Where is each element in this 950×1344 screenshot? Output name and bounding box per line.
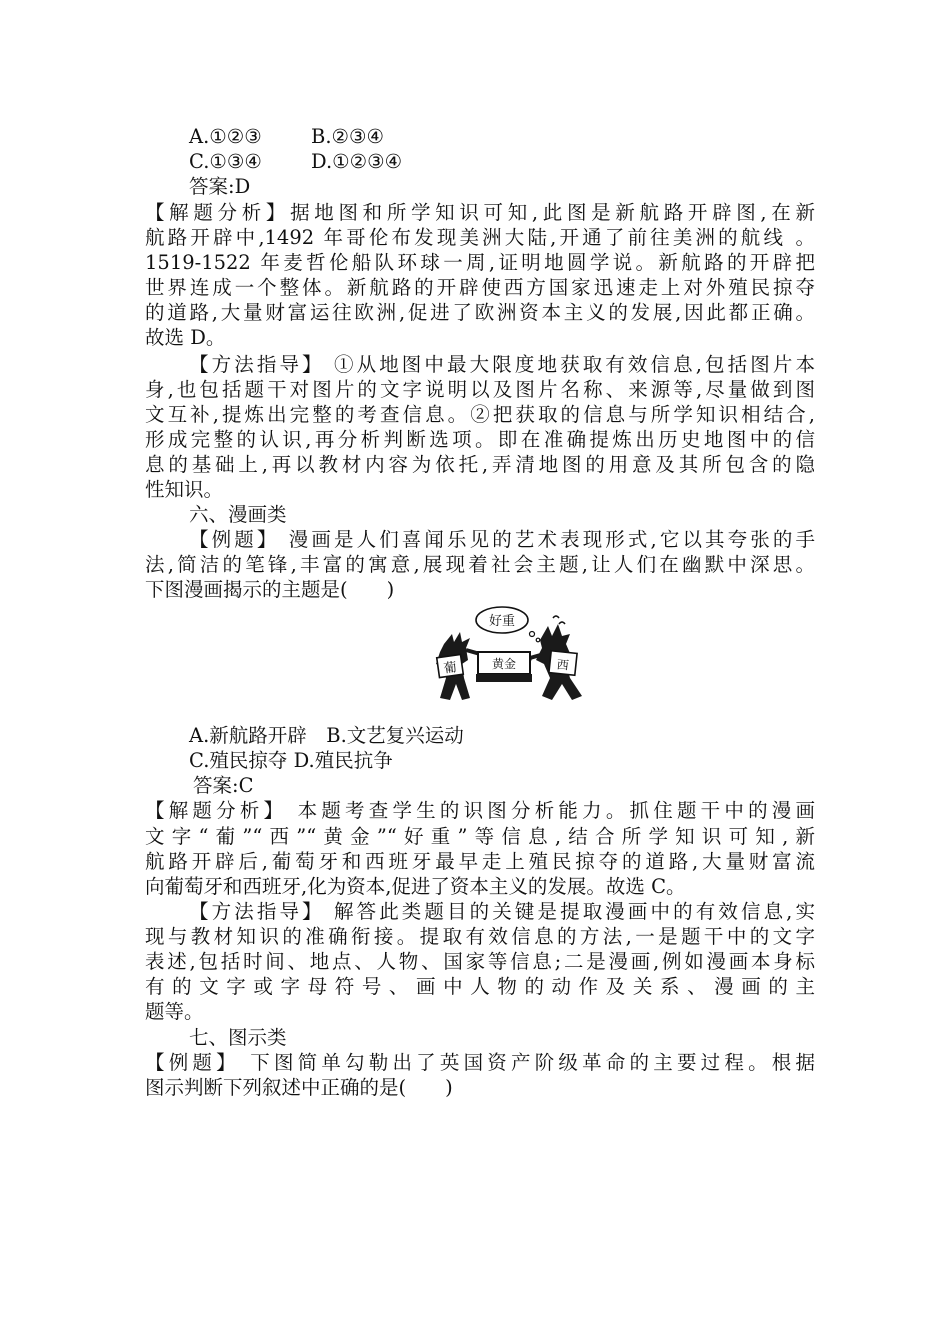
method-line: 身,也包括题干对图片的文字说明以及图片名称、来源等,尽量做到图 xyxy=(145,378,815,401)
section-heading: 七、图示类 xyxy=(189,1026,287,1049)
question-line: 法,简洁的笔锋,丰富的寓意,展现着社会主题,让人们在幽默中深思。 xyxy=(145,553,815,576)
option-a: A.①②③ xyxy=(189,125,262,148)
method-line: 【方法指导】 解答此类题目的关键是提取漫画中的有效信息,实 xyxy=(189,900,815,923)
method-line: 息的基础上,再以教材内容为依托,弄清地图的用意及其所包含的隐 xyxy=(145,453,815,476)
left-sign-text: 葡 xyxy=(442,660,458,677)
option-d: D.①②③④ xyxy=(311,150,403,173)
sweat-marks xyxy=(553,616,565,624)
options-row xyxy=(189,125,859,149)
cartoon-drawing xyxy=(432,604,602,706)
cartoon-illustration xyxy=(432,604,602,706)
question-line: 【例题】 下图简单勾勒出了英国资产阶级革命的主要过程。根据 xyxy=(145,1051,815,1074)
section-heading: 六、漫画类 xyxy=(189,503,287,526)
analysis-line: 的道路,大量财富运往欧洲,促进了欧洲资本主义的发展,因此都正确。 xyxy=(145,301,815,324)
method-line: 【方法指导】 ①从地图中最大限度地获取有效信息,包括图片本 xyxy=(189,353,815,376)
analysis-line: 1519-1522 年麦哲伦船队环球一周,证明地圆学说。新航路的开辟把 xyxy=(145,251,815,274)
option-c: C.①③④ xyxy=(189,150,262,173)
option-b: B.②③④ xyxy=(311,125,384,148)
bubble-dot xyxy=(536,638,540,642)
options-row: C.殖民掠夺 D.殖民抗争 xyxy=(189,749,393,772)
answer-line: 答案:D xyxy=(189,175,251,198)
method-line: 性知识。 xyxy=(145,478,224,501)
analysis-line: 【解题分析】 本题考查学生的识图分析能力。抓住题干中的漫画 xyxy=(145,799,815,822)
options-row: A.新航路开辟 B.文艺复兴运动 xyxy=(189,724,464,747)
method-line: 文互补,提炼出完整的考查信息。②把获取的信息与所学知识相结合, xyxy=(145,403,815,426)
options-row xyxy=(189,150,859,174)
question-line: 【例题】 漫画是人们喜闻乐见的艺术表现形式,它以其夸张的手 xyxy=(189,528,815,551)
analysis-line: 故选 D。 xyxy=(145,326,226,349)
right-sign-text: 西 xyxy=(556,657,570,673)
analysis-line: 向葡萄牙和西班牙,化为资本,促进了资本主义的发展。故选 C。 xyxy=(145,875,686,898)
question-line: 下图漫画揭示的主题是( ) xyxy=(145,578,395,601)
bubble-dot xyxy=(530,632,535,637)
method-line: 现与教材知识的准确衔接。提取有效信息的方法,一是题干中的文字 xyxy=(145,925,815,948)
method-line: 有的文字或字母符号、画中人物的动作及关系、漫画的主 xyxy=(145,975,815,998)
method-line: 形成完整的认识,再分析判断选项。即在准确提炼出历史地图中的信 xyxy=(145,428,815,451)
question-line: 图示判断下列叙述中正确的是( ) xyxy=(145,1076,453,1099)
bubble-text: 好重 xyxy=(488,614,516,629)
analysis-line: 文字“葡”“西”“黄金”“好重”等信息,结合所学知识可知,新 xyxy=(145,825,815,848)
gold-box-text: 黄金 xyxy=(491,657,517,671)
method-line: 表述,包括时间、地点、人物、国家等信息;二是漫画,例如漫画本身标 xyxy=(145,950,815,973)
answer-line: 答案:C xyxy=(193,774,254,797)
analysis-line: 航路开辟中,1492 年哥伦布发现美洲大陆,开通了前往美洲的航线 。 xyxy=(145,226,815,249)
analysis-line: 世界连成一个整体。新航路的开辟使西方国家迅速走上对外殖民掠夺 xyxy=(145,276,815,299)
method-line: 题等。 xyxy=(145,1000,204,1023)
gold-box-base xyxy=(476,674,532,682)
analysis-line: 航路开辟后,葡萄牙和西班牙最早走上殖民掠夺的道路,大量财富流 xyxy=(145,850,815,873)
analysis-line: 【解题分析】据地图和所学知识可知,此图是新航路开辟图,在新 xyxy=(145,201,815,224)
